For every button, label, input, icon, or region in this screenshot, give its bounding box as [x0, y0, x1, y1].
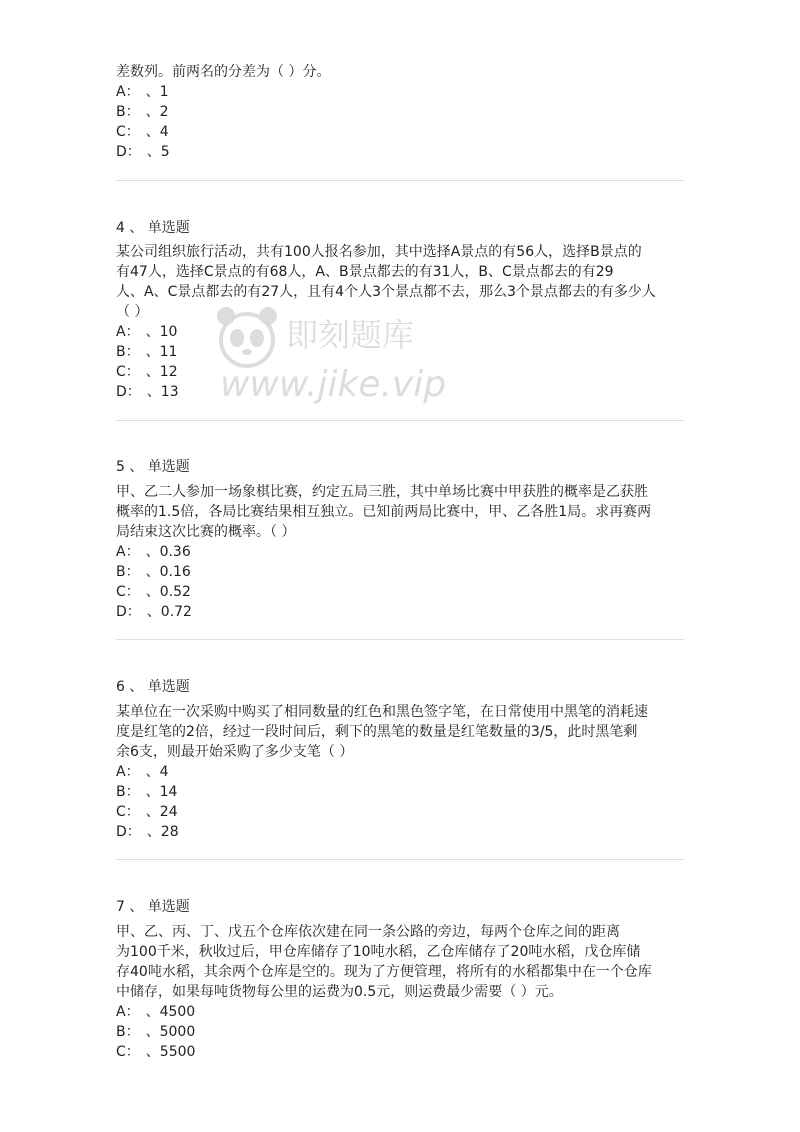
question-text-line: 存40吨水稻，其余两个仓库是空的。现为了方便管理，将所有的水稻都集中在一个仓库: [116, 964, 652, 980]
option-key: B：: [116, 104, 140, 120]
option-value: 、13: [146, 384, 179, 400]
option-key: B：: [116, 564, 140, 580]
option-key: D：: [116, 384, 141, 400]
question-text-line: 人、A、C景点都去的有27人，且有4个人3个景点都不去，那么3个景点都去的有多少人: [116, 284, 656, 300]
option-key: A：: [116, 1004, 140, 1020]
option-value: 、5500: [145, 1044, 196, 1060]
question-text-line: 甲、乙、丙、丁、戊五个仓库依次建在同一条公路的旁边，每两个仓库之间的距离: [116, 924, 620, 940]
divider: [116, 420, 684, 421]
option-value: 、24: [145, 804, 178, 820]
question-header: 7 、 单选题: [116, 899, 190, 915]
divider: [116, 639, 684, 640]
option-d: [116, 142, 170, 162]
option-key: D：: [116, 824, 141, 840]
option-c: [116, 362, 178, 382]
watermark: [212, 296, 447, 426]
watermark-brand: 即刻题库: [286, 316, 415, 354]
option-b: [116, 1022, 195, 1042]
option-key: D：: [116, 144, 141, 160]
option-c: [116, 802, 178, 822]
divider: [116, 859, 684, 860]
option-a: [116, 762, 169, 782]
option-value: 、1: [145, 84, 169, 100]
option-key: C：: [116, 364, 140, 380]
question-text-line: 度是红笔的2倍，经过一段时间后，剩下的黑笔的数量是红笔数量的3/5，此时黑笔剩: [116, 724, 638, 740]
option-value: 、28: [146, 824, 179, 840]
option-a: [116, 322, 177, 342]
option-a: [116, 542, 191, 562]
option-b: [116, 102, 169, 122]
option-key: B：: [116, 784, 140, 800]
question-header: 5 、 单选题: [116, 459, 190, 475]
question-text-line: 概率的1.5倍，各局比赛结果相互独立。已知前两局比赛中，甲、乙各胜1局。求再赛两: [116, 504, 652, 520]
option-key: C：: [116, 584, 140, 600]
option-value: 、4: [145, 764, 169, 780]
question-text-line: 某公司组织旅行活动，共有100人报名参加，其中选择A景点的有56人，选择B景点的: [116, 244, 642, 260]
option-value: 、0.52: [145, 584, 191, 600]
option-b: [116, 562, 191, 582]
option-d: [116, 382, 179, 402]
question-text-line: 局结束这次比赛的概率。（ ）: [116, 524, 296, 540]
option-b: [116, 782, 177, 802]
option-key: A：: [116, 764, 140, 780]
option-key: C：: [116, 804, 140, 820]
question-text-line: 有47人，选择C景点的有68人，A、B景点都去的有31人，B、C景点都去的有29: [116, 264, 614, 280]
option-d: [116, 822, 179, 842]
watermark-url: www.jike.vip: [220, 364, 447, 405]
option-a: [116, 82, 169, 102]
question-header: 6 、 单选题: [116, 679, 190, 695]
question-text-line: 中储存，如果每吨货物每公里的运费为0.5元，则运费最少需要（ ）元。: [116, 984, 563, 1000]
option-value: 、12: [145, 364, 178, 380]
question-text-line: 甲、乙二人参加一场象棋比赛，约定五局三胜，其中单场比赛中甲获胜的概率是乙获胜: [116, 484, 648, 500]
option-value: 、0.16: [145, 564, 191, 580]
option-key: A：: [116, 544, 140, 560]
question-text-line: 为100千米，秋收过后，甲仓库储存了10吨水稻，乙仓库储存了20吨水稻，戊仓库储: [116, 944, 641, 960]
option-key: C：: [116, 1044, 140, 1060]
option-value: 、14: [145, 784, 178, 800]
option-value: 、4: [145, 124, 169, 140]
question-header: 4 、 单选题: [116, 220, 190, 236]
option-value: 、11: [145, 344, 178, 360]
option-c: [116, 1042, 195, 1062]
question-text-line: 某单位在一次采购中购买了相同数量的红色和黑色签字笔，在日常使用中黑笔的消耗速: [116, 704, 648, 720]
option-key: C：: [116, 124, 140, 140]
option-key: A：: [116, 324, 140, 340]
question-text-line: 差数列。前两名的分差为（ ）分。: [116, 64, 331, 80]
question-text-line: 余6支，则最开始采购了多少支笔（ ）: [116, 744, 354, 760]
option-key: D：: [116, 604, 141, 620]
option-value: 、5000: [145, 1024, 196, 1040]
option-key: B：: [116, 1024, 140, 1040]
divider: [116, 180, 684, 181]
option-b: [116, 342, 177, 362]
option-value: 、10: [145, 324, 178, 340]
option-value: 、0.72: [146, 604, 192, 620]
option-key: B：: [116, 344, 140, 360]
panda-logo-icon: [212, 302, 282, 372]
option-c: [116, 122, 169, 142]
option-value: 、4500: [145, 1004, 196, 1020]
option-c: [116, 582, 191, 602]
question-text-line: （ ）: [116, 304, 149, 320]
option-value: 、5: [146, 144, 170, 160]
option-d: [116, 602, 192, 622]
option-value: 、2: [145, 104, 169, 120]
option-a: [116, 1002, 195, 1022]
option-value: 、0.36: [145, 544, 191, 560]
option-key: A：: [116, 84, 140, 100]
